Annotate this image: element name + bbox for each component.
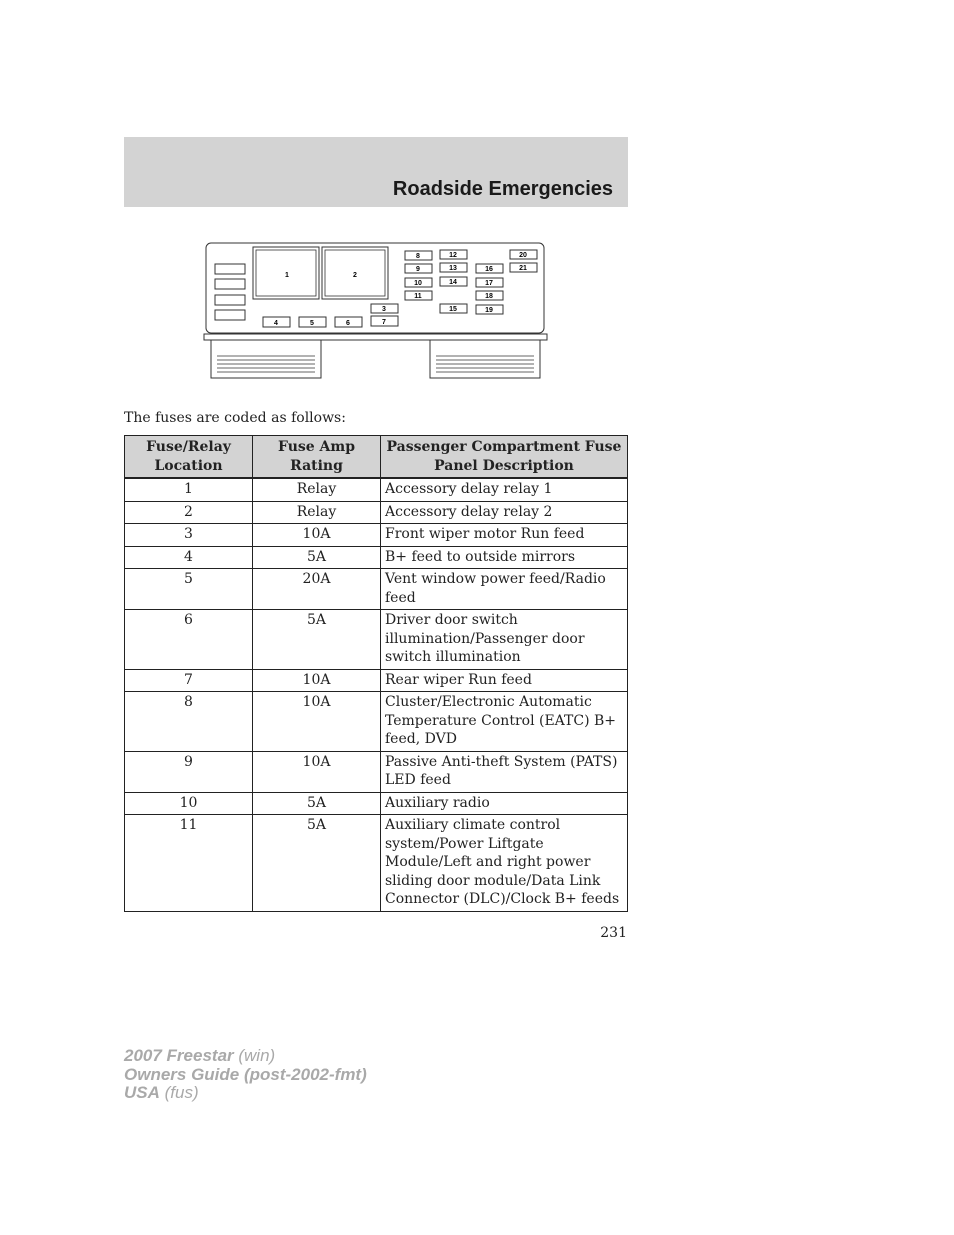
fuse-rating: 10A <box>253 524 381 547</box>
fuse-location: 8 <box>125 692 253 752</box>
fuse-10-label: 10 <box>414 280 422 287</box>
fuse-12-label: 12 <box>449 252 457 259</box>
fuse-panel-diagram <box>200 240 552 382</box>
fuse-description: Cluster/Electronic Automatic Temperature Control (EATC) B+ feed, DVD <box>381 692 628 752</box>
footer-guide: Owners Guide (post-2002-fmt) <box>124 1064 367 1084</box>
table-row <box>125 669 628 692</box>
fuse-location: 9 <box>125 751 253 792</box>
table-row <box>125 501 628 524</box>
fuse-description: Auxiliary radio <box>381 792 628 815</box>
page-number: 231 <box>600 925 627 941</box>
fuse-14-label: 14 <box>449 279 457 286</box>
table-row <box>125 692 628 752</box>
fuse-rating: Relay <box>253 501 381 524</box>
relay-1 <box>253 247 319 299</box>
fuse-description: B+ feed to outside mirrors <box>381 546 628 569</box>
fuse-rating: 5A <box>253 815 381 912</box>
column-header: Passenger Compartment Fuse Panel Description <box>381 436 628 479</box>
fuse-rating: 5A <box>253 546 381 569</box>
fuse-21-label: 21 <box>519 265 527 272</box>
fuse-description: Rear wiper Run feed <box>381 669 628 692</box>
fuse-location: 4 <box>125 546 253 569</box>
fuse-4-label: 4 <box>274 320 278 327</box>
fuse-18-label: 18 <box>485 293 493 300</box>
table-header-row <box>125 436 628 479</box>
fuse-5-label: 5 <box>310 320 314 327</box>
footer-line-1 <box>124 1047 367 1066</box>
footer-market-code: (fus) <box>159 1083 199 1102</box>
fuse-description: Driver door switch illumination/Passenger door switch illumination <box>381 610 628 670</box>
table-row <box>125 524 628 547</box>
relay-2-label: 2 <box>353 272 357 279</box>
footer-model: 2007 Freestar <box>124 1046 234 1065</box>
table-row <box>125 751 628 792</box>
fuse-8-label: 8 <box>416 253 420 260</box>
fuse-location: 6 <box>125 610 253 670</box>
table-row <box>125 815 628 912</box>
fuse-15-label: 15 <box>449 306 457 313</box>
relay-1-label: 1 <box>285 272 289 279</box>
fuse-location: 1 <box>125 478 253 501</box>
fuse-19-label: 19 <box>485 307 493 314</box>
fuse-table <box>124 435 628 912</box>
table-row <box>125 610 628 670</box>
fuse-rating: 5A <box>253 792 381 815</box>
fuse-location: 5 <box>125 569 253 610</box>
table-row <box>125 792 628 815</box>
fuse-location: 10 <box>125 792 253 815</box>
fuse-description: Passive Anti-theft System (PATS) LED feed <box>381 751 628 792</box>
table-row <box>125 478 628 501</box>
fuse-6-label: 6 <box>346 320 350 327</box>
intro-text: The fuses are coded as follows: <box>124 410 346 426</box>
footer-line-2 <box>124 1066 367 1085</box>
fuse-description: Vent window power feed/Radio feed <box>381 569 628 610</box>
fuse-location: 7 <box>125 669 253 692</box>
footer-line-3 <box>124 1084 367 1103</box>
fuse-rating: 10A <box>253 692 381 752</box>
table-row <box>125 569 628 610</box>
fuse-location: 2 <box>125 501 253 524</box>
footer-model-code: (win) <box>233 1046 276 1065</box>
fuse-20-label: 20 <box>519 252 527 259</box>
fuse-description: Accessory delay relay 1 <box>381 478 628 501</box>
fuse-description: Accessory delay relay 2 <box>381 501 628 524</box>
fuse-location: 3 <box>125 524 253 547</box>
fuse-rating: 5A <box>253 610 381 670</box>
fuse-11-label: 11 <box>414 293 422 300</box>
fuse-17-label: 17 <box>485 280 493 287</box>
fuse-rating: 20A <box>253 569 381 610</box>
column-header: Fuse/Relay Location <box>125 436 253 479</box>
footer-market: USA <box>124 1083 160 1102</box>
fuse-rating: 10A <box>253 751 381 792</box>
fuse-3-label: 3 <box>382 306 386 313</box>
fuse-rating: 10A <box>253 669 381 692</box>
fuse-rating: Relay <box>253 478 381 501</box>
fuse-13-label: 13 <box>449 265 457 272</box>
fuse-9-label: 9 <box>416 266 420 273</box>
fuse-description: Front wiper motor Run feed <box>381 524 628 547</box>
fuse-16-label: 16 <box>485 266 493 273</box>
section-title: Roadside Emergencies <box>392 178 613 200</box>
fuse-location: 11 <box>125 815 253 912</box>
fuse-description: Auxiliary climate control system/Power Liftgate Module/Left and right power sliding door module/Data Link Connector (DLC)/Clock B+ feeds <box>381 815 628 912</box>
relay-2 <box>322 247 388 299</box>
table-row <box>125 546 628 569</box>
section-header-band <box>124 137 628 207</box>
column-header: Fuse Amp Rating <box>253 436 381 479</box>
document-footer <box>124 1047 367 1103</box>
fuse-7-label: 7 <box>382 319 386 326</box>
